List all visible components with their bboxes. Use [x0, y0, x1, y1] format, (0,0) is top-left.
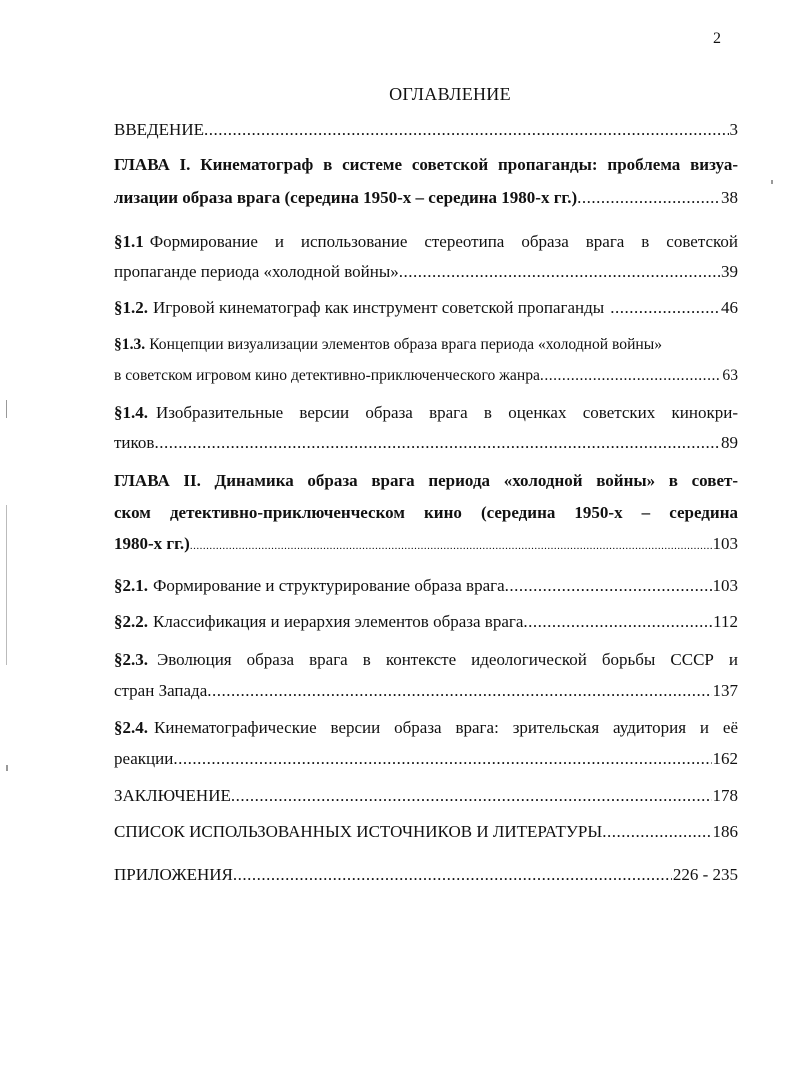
toc-page: 226 - 235	[672, 865, 738, 884]
toc-page: 186	[712, 822, 738, 841]
toc-line	[114, 188, 738, 208]
toc-line: ГЛАВА I. Кинематограф в системе советской пропаганды: проблема визуа-	[114, 155, 738, 174]
toc-section-number: §2.3.	[114, 650, 148, 669]
toc-leader-dots	[399, 262, 720, 282]
toc-line	[114, 366, 738, 386]
toc-entry-section-2-1[interactable]	[114, 576, 738, 596]
toc-entry-section-1-2[interactable]	[114, 298, 738, 318]
toc-label: реакции	[114, 749, 174, 768]
toc-label: Классификация и иерархия элементов образа врага	[153, 612, 524, 631]
toc-page: 63	[722, 367, 738, 384]
toc-line	[114, 403, 738, 423]
toc-label: СПИСОК ИСПОЛЬЗОВАННЫХ ИСТОЧНИКОВ И ЛИТЕРАТУРЫ	[114, 822, 603, 841]
toc-leader-dots	[207, 681, 711, 701]
toc-page: 162	[712, 749, 738, 768]
toc-line	[114, 335, 738, 355]
toc-leader-dots	[523, 612, 712, 632]
toc-leader-dots	[231, 786, 712, 806]
toc-line	[114, 650, 738, 670]
toc-label: Игровой кинематограф как инструмент советской пропаганды	[153, 298, 605, 317]
toc-page: 46	[721, 298, 738, 317]
toc-line	[114, 749, 738, 769]
toc-line: ском детективно-приключенческом кино (середина 1950-х – середина	[114, 503, 738, 522]
toc-label: ВВЕДЕНИЕ	[114, 120, 204, 139]
toc-leader-dots	[173, 749, 711, 769]
toc-section-number: §1.1	[114, 232, 144, 251]
page-title: ОГЛАВЛЕНИЕ	[389, 84, 511, 104]
toc-section-number: §2.4.	[114, 718, 148, 737]
toc-leader-dots	[610, 298, 720, 318]
toc-page: 137	[712, 681, 738, 700]
toc-page: 103	[712, 534, 738, 553]
toc-label: Концепции визуализации элементов образа врага периода «холодной войны»	[149, 336, 663, 353]
toc-label: Эволюция образа врага в контексте идеологической борьбы СССР и	[157, 650, 738, 669]
toc-label: Изобразительные версии образа врага в оценках советских кинокри-	[156, 403, 738, 422]
toc-label: Формирование и структурирование образа врага	[153, 576, 505, 595]
toc-leader-dots	[154, 433, 720, 453]
toc-section-number: §2.1.	[114, 576, 148, 595]
toc-page: 38	[721, 188, 738, 207]
scan-artifact-left	[6, 765, 8, 771]
toc-page: 103	[712, 576, 738, 595]
toc-label: Формирование и использование стереотипа образа врага в советской	[149, 232, 738, 251]
toc-page: 39	[721, 262, 738, 281]
toc-leader-dots	[577, 188, 720, 208]
toc-label: ЗАКЛЮЧЕНИЕ	[114, 786, 231, 805]
toc-line	[114, 681, 738, 701]
toc-line	[114, 262, 738, 282]
toc-leader-dots	[540, 366, 721, 386]
toc-label: лизации образа врага (середина 1950-х – середина 1980-х гг.)	[114, 188, 578, 207]
toc-label: тиков	[114, 433, 155, 452]
toc-label: 1980-х гг.)	[114, 534, 190, 553]
toc-line	[114, 534, 738, 556]
page-number: 2	[713, 30, 721, 47]
toc-section-number: §2.2.	[114, 612, 148, 631]
toc-page: 178	[712, 786, 738, 805]
toc-section-number: §1.3.	[114, 336, 146, 353]
toc-label: Кинематографические версии образа врага: зрительская аудитория и её	[154, 718, 738, 737]
toc-entry-section-2-2[interactable]	[114, 612, 738, 632]
toc-entry-sources[interactable]	[114, 822, 738, 842]
toc-leader-dots	[190, 536, 712, 556]
toc-section-number: §1.2.	[114, 298, 148, 317]
toc-page: 112	[713, 612, 738, 631]
toc-entry-intro[interactable]	[114, 120, 738, 140]
scan-artifact-left	[6, 505, 7, 665]
toc-leader-dots	[204, 120, 729, 140]
toc-label: в советском игровом кино детективно-приключенческого жанра	[114, 367, 540, 384]
toc-line: ГЛАВА II. Динамика образа врага периода «холодной войны» в совет-	[114, 471, 738, 490]
toc-line	[114, 232, 738, 252]
toc-line	[114, 718, 738, 738]
toc-leader-dots	[602, 822, 711, 842]
toc-entry-appendix[interactable]	[114, 865, 738, 885]
toc-label: ПРИЛОЖЕНИЯ	[114, 865, 233, 884]
toc-label: стран Запада	[114, 681, 208, 700]
toc-line	[114, 433, 738, 453]
toc-label: пропаганде периода «холодной войны»	[114, 262, 399, 281]
toc-section-number: §1.4.	[114, 403, 148, 422]
toc-leader-dots	[505, 576, 712, 596]
toc-leader-dots	[233, 865, 672, 885]
toc-page: 3	[729, 120, 738, 139]
scan-artifact-left	[6, 400, 7, 418]
toc-entry-conclusion[interactable]	[114, 786, 738, 806]
scan-artifact-right	[771, 180, 773, 184]
toc-page: 89	[721, 433, 738, 452]
